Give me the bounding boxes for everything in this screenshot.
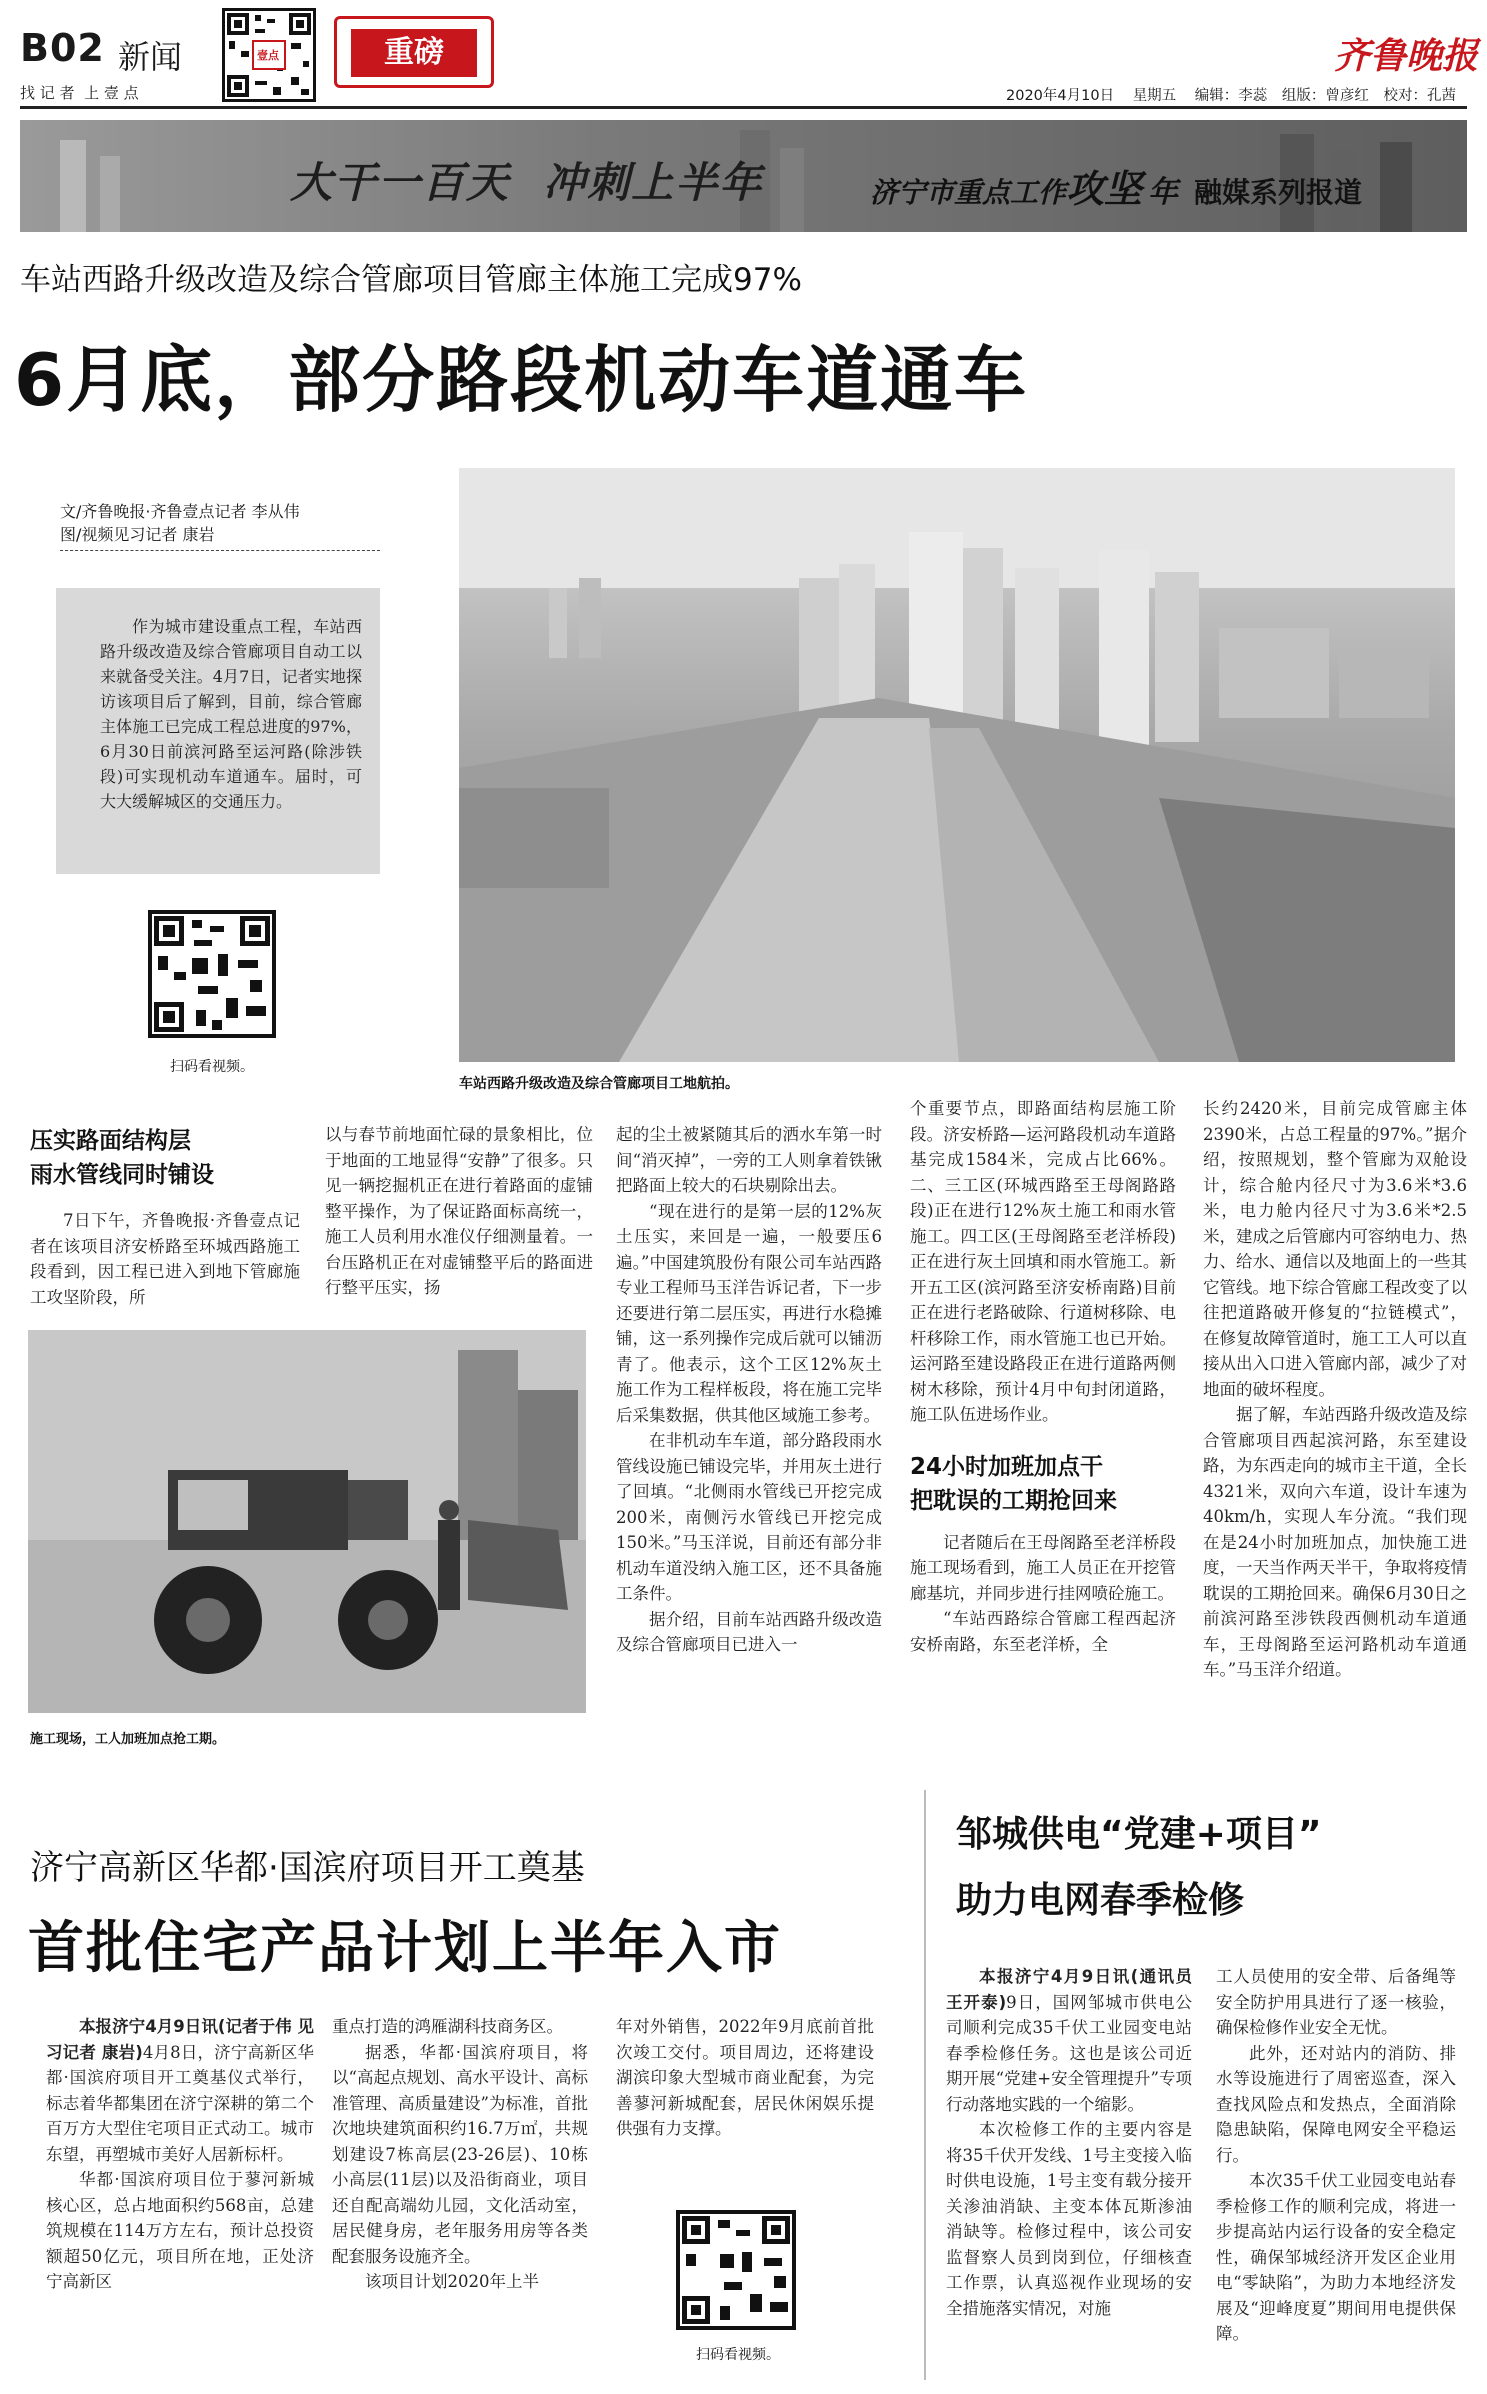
- article1-col5-paragraph1: 长约2420米，目前完成管廊主体2390米，占总工程量的97%。”据介绍，按照规划，整个管廊为双舱设计，综合舱内径尺寸为3.6米*3.6米，电力舱内径尺寸为3.6米*2.5米，建成之后管廊内可容纳电力、热力、给水、通信以及地面上的一些其它管线。地下综合管廊工程改变了以往把道路破开修复的“拉链模式”，在修复故障管道时，施工工人可以直接从出入口进入管廊内部，减少了对地面的破坏程度。: [1203, 1099, 1467, 1399]
- article3-headline-line1: 邹城供电“党建+项目”: [956, 1814, 1322, 1855]
- layout-credit: 组版：曾彦红: [1281, 88, 1369, 104]
- paper-name-logo: 齐鲁晚报: [1334, 35, 1479, 77]
- masthead-slogan: 找 记 者 上 壹 点: [20, 84, 139, 102]
- article1-subhead2: 24小时加班加点干 把耽误的工期抢回来: [910, 1453, 1117, 1514]
- article2-col2-paragraph1: 重点打造的鸿雁湖科技商务区。: [332, 2017, 563, 2036]
- article1-col4-paragraph2: 记者随后在王母阁路至老洋桥段施工现场看到，施工人员正在开挖管廊基坑，并同步进行挂网喷砼施工。: [910, 1532, 1176, 1603]
- article3-col2-paragraph2: 此外，还对站内的消防、排水等设施进行了周密巡查，深入查找风险点和发热点，全面消除隐患缺陷，保障电网安全平稳运行。: [1216, 2043, 1456, 2165]
- article1-qr-code[interactable]: [148, 910, 276, 1038]
- article1-column2: [325, 1122, 593, 1301]
- article3-col1-text: 9日，国网邹城市供电公司顺利完成35千伏工业园变电站春季检修任务。这也是该公司近期开展“党建+安全管理提升”专项行动落地实践的一个缩影。: [946, 1992, 1193, 2114]
- article2-column2: [332, 2014, 588, 2295]
- section-name: 新闻: [118, 38, 183, 76]
- series-banner: [20, 120, 1467, 232]
- article2-column3: [616, 2014, 874, 2142]
- loader-photo-graphic: [28, 1330, 586, 1713]
- article1-headline: 6月底，部分路段机动车道通车: [14, 338, 1029, 422]
- issue-date: 2020年4月10日: [1006, 88, 1115, 104]
- article2-col1-paragraph2: 华都·国滨府项目位于蓼河新城核心区，总占地面积约568亩，总建筑规模在114万方左右，预计总投资额超50亿元，项目所在地，正处济宁高新区: [46, 2170, 314, 2291]
- feature-tag: [334, 16, 494, 88]
- byline-writer: 文/齐鲁晚报·齐鲁壹点记者 李从伟: [60, 502, 300, 521]
- loader-photo-caption: 施工现场，工人加班加点抢工期。: [30, 1732, 226, 1747]
- masthead-info-line: [1006, 84, 1456, 105]
- masthead: [0, 0, 1487, 110]
- article3-col1-paragraph1: [946, 1964, 1192, 2117]
- proofread-credit: 校对：孔茜: [1383, 88, 1457, 104]
- article1-kicker: 车站西路升级改造及综合管廊项目管廊主体施工完成97%: [20, 262, 802, 298]
- banner-series-suffix: 融媒系列报道: [1194, 176, 1363, 209]
- aerial-photo-graphic: [459, 468, 1455, 1062]
- article1-column3: [616, 1122, 882, 1658]
- article2-column1: [46, 2014, 314, 2295]
- article1-col2-paragraph: 以与春节前地面忙碌的景象相比，位于地面的工地显得“安静”了很多。只见一辆挖掘机正在进行着路面的虚铺整平操作，为了保证路面标高统一，施工人员利用水准仪仔细测量着。一台压路机正在对虚铺整平后的路面进行整平压实，扬: [325, 1125, 593, 1297]
- article2-col1-text: 4月8日，济宁高新区华都·国滨府项目开工奠基仪式举行，标志着华都集团在济宁深耕的第二个百万方大型住宅项目正式动工。城市东望，再塑城市美好人居新标杆。: [46, 2042, 314, 2164]
- article1-qr-caption: 扫码看视频。: [170, 1059, 254, 1075]
- masthead-divider: [20, 106, 1467, 109]
- qr-pattern-icon: [680, 2214, 792, 2326]
- masthead-qr-code[interactable]: [222, 8, 316, 102]
- article3-column2: [1216, 1964, 1456, 2347]
- article2-qr-caption: 扫码看视频。: [696, 2347, 780, 2363]
- article2-kicker: 济宁高新区华都·国滨府项目开工奠基: [30, 1848, 585, 1888]
- article2-qr-code[interactable]: [676, 2210, 796, 2330]
- article3-headline-line2: 助力电网春季检修: [956, 1880, 1245, 1921]
- article1-col3-paragraph3: 在非机动车车道，部分路段雨水管线设施已铺设完毕，并用灰土进行了回填。“北侧雨水管线已开挖完成200米，南侧污水管线已开挖完成150米。”马玉洋说，目前还有部分非机动车道没纳入施工区，还不具备施工条件。: [616, 1431, 882, 1603]
- loader-worker-photo[interactable]: [28, 1330, 586, 1713]
- article2-headline: 首批住宅产品计划上半年入市: [28, 1916, 782, 1981]
- article1-col3-paragraph1: 起的尘土被紧随其后的洒水车第一时间“消灭掉”，一旁的工人则拿着铁锹把路面上较大的石块剔除出去。: [616, 1125, 882, 1195]
- article2-col1-paragraph1: [46, 2014, 314, 2167]
- article3-column1: [946, 1964, 1192, 2321]
- banner-series-title: [870, 158, 1362, 213]
- article3-col2-paragraph1: 工人员使用的安全带、后备绳等安全防护用具进行了逐一核验，确保检修作业安全无忧。: [1216, 1967, 1456, 2037]
- article2-col2-paragraph3: 该项目计划2020年上半: [365, 2272, 539, 2291]
- qr-pattern-icon: [152, 914, 272, 1034]
- banner-series-prefix: 济宁市重点工作: [870, 176, 1067, 209]
- article1-byline: [60, 500, 380, 546]
- article1-col4-paragraph3: “车站西路综合管廊工程西起济安桥南路，东至老洋桥，全: [910, 1609, 1176, 1654]
- editor-credit: 编辑：李蕊: [1194, 88, 1268, 104]
- article1-column4: [910, 1096, 1176, 1657]
- article1-subhead1: 压实路面结构层 雨水管线同时铺设: [30, 1128, 214, 1188]
- aerial-construction-photo[interactable]: [459, 468, 1455, 1062]
- article1-col1-paragraph: 7日下午，齐鲁晚报·齐鲁壹点记者在该项目济安桥路至环城西路施工段看到，因工程已进入到地下管廊施工攻坚阶段，所: [30, 1211, 300, 1307]
- banner-slogan: 大干一百天 冲刺上半年: [290, 158, 764, 207]
- article3-col1-paragraph2: 本次检修工作的主要内容是将35千伏开发线、1号主变接入临时供电设施，1号主变有载分接开关渗油消缺、主变本体瓦斯渗油消缺等。检修过程中，该公司安监督察人员到岗到位，仔细核查工作票，认真巡视作业现场的安全措施落实情况，对施: [946, 2120, 1192, 2318]
- article1-col3-paragraph4: 据介绍，目前车站西路升级改造及综合管廊项目已进入一: [616, 1609, 882, 1654]
- article1-lead-text: [100, 614, 362, 814]
- article2-col3-paragraph1: 年对外销售，2022年9月底前首批次竣工交付。项目周边，还将建设湖滨印象大型城市商业配套，为完善蓼河新城配套，居民休闲娱乐提供强有力支撑。: [616, 2017, 874, 2138]
- article1-lead-paragraph: 作为城市建设重点工程，车站西路升级改造及综合管廊项目自动工以来就备受关注。4月7日，记者实地探访该项目后了解到，目前，综合管廊主体施工已完成工程总进度的97%，6月30日前滨河路至运河路(除涉铁段)可实现机动车道通车。届时，可大大缓解城区的交通压力。: [100, 617, 362, 811]
- banner-series-big2: 年: [1148, 175, 1179, 210]
- article1-column1: [30, 1208, 300, 1310]
- aerial-photo-caption: 车站西路升级改造及综合管廊项目工地航拍。: [459, 1076, 739, 1092]
- article2-col2-paragraph2: 据悉，华都·国滨府项目，将以“高起点规划、高水平设计、高标准管理、高质量建设”为标准，首批次地块建筑面积约16.7万㎡，共规划建设7栋高层(23-26层)、10栋小高层(11层)以及沿街商业，项目还自配高端幼儿园，文化活动室，居民健身房，老年服务用房等各类配套服务设施齐全。: [332, 2042, 588, 2266]
- feature-tag-label: 重磅: [351, 29, 477, 77]
- page-code: B02: [20, 26, 105, 70]
- byline-underline: [60, 550, 380, 551]
- byline-photographer: 图/视频见习记者 康岩: [60, 525, 215, 544]
- article1-col3-paragraph2: “现在进行的是第一层的12%灰土压实，来回是一遍，一般要压6遍。”中国建筑股份有限公司车站西路专业工程师马玉洋告诉记者，下一步还要进行第二层压实，再进行水稳摊铺，这一系列操作完成后就可以铺沥青了。他表示，这个工区12%灰土施工作为工程样板段，将在施工完毕后采集数据，供其他区域施工参考。: [616, 1201, 882, 1425]
- article1-column5: [1203, 1096, 1467, 1683]
- qr-label: 壹点: [257, 49, 279, 62]
- banner-series-big1: 攻坚: [1066, 167, 1143, 211]
- article1-col4-paragraph1: 个重要节点，即路面结构层施工阶段。济安桥路—运河路段机动车道路基完成1584米，完成占比66%。二、三工区(环城西路至王母阁路路段)正在进行12%灰土施工和雨水管施工。四工区(王母阁路至老洋桥段)正在进行灰土回填和雨水管施工。新开五工区(滨河路至济安桥南路)目前正在进行老路破除、行道树移除、电杆移除工作，雨水管施工也已开始。运河路至建设路段正在进行道路两侧树木移除，预计4月中旬封闭道路，施工队伍进场作业。: [910, 1099, 1176, 1424]
- issue-weekday: 星期五: [1132, 88, 1177, 104]
- article1-col5-paragraph2: 据了解，车站西路升级改造及综合管廊项目西起滨河路，东至建设路，为东西走向的城市主干道，全长4321米，双向六车道，设计车速为40km/h，实现人车分流。“我们现在是24小时加班加点，加快施工进度，一天当作两天半干，争取将疫情耽误的工期抢回来。确保6月30日之前滨河路至涉铁段西侧机动车道通车，王母阁路至运河路机动车道通车。”马玉洋介绍道。: [1203, 1405, 1467, 1679]
- article2-dateline: 本报济宁4月9日讯(记者于伟 见习记者 康岩): [46, 2017, 314, 2062]
- article3-dateline: 本报济宁4月9日讯(通讯员 王开泰): [946, 1967, 1192, 2012]
- article3-col2-paragraph3: 本次35千伏工业园变电站春季检修工作的顺利完成，将进一步提高站内运行设备的安全稳定性，确保邹城经济开发区企业用电“零缺陷”，为助力本地经济发展及“迎峰度夏”期间用电提供保障。: [1216, 2171, 1456, 2343]
